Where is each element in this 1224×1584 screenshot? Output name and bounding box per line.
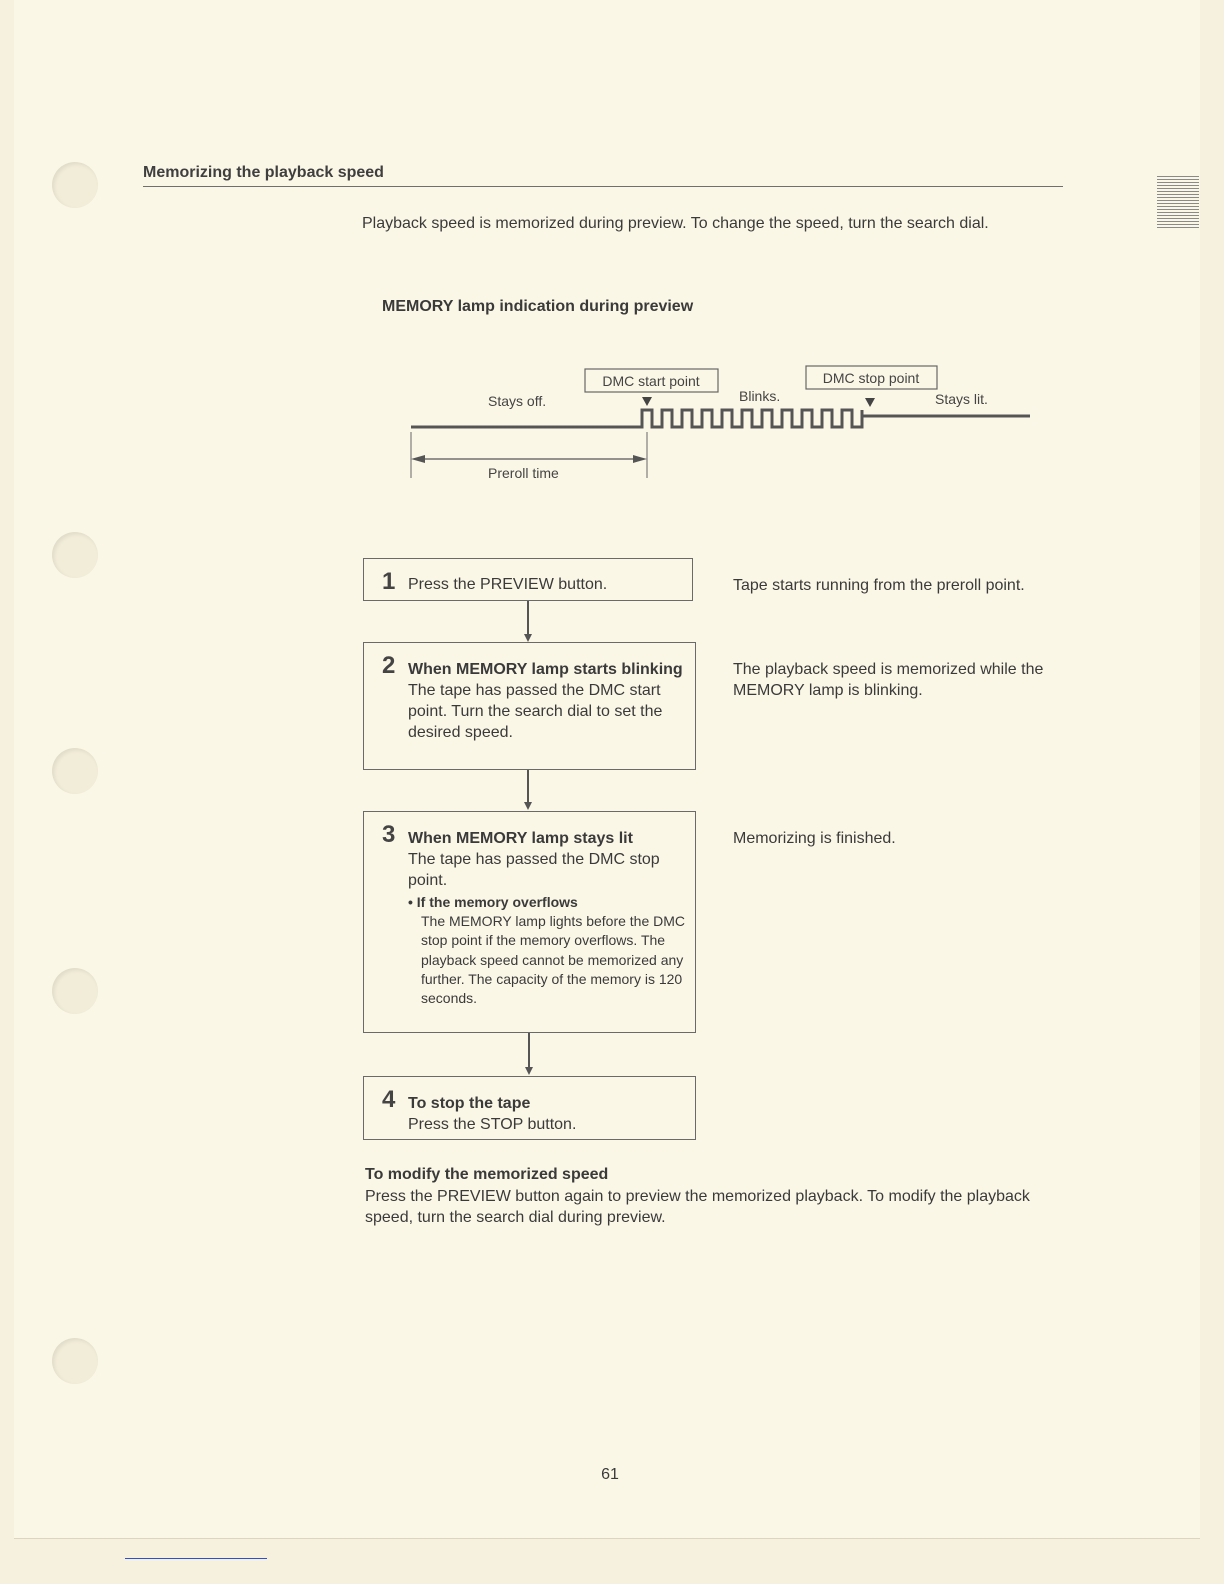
step-4-text: Press the STOP button. [408,1116,577,1133]
step-4-number: 4 [382,1086,396,1113]
step-3-description: Memorizing is finished. [733,830,896,847]
flow-arrow [527,770,529,803]
step-3-heading: When MEMORY lamp stays lit [408,830,633,847]
step-2-body [408,659,683,743]
step-4-body [408,1093,683,1135]
step-1-body [408,574,680,595]
overflow-note-text: The MEMORY lamp lights before the DMC stop point if the memory overflows. The playback speed cannot be memorized any further. The capacity of the memory is 120 seconds. [421,913,686,1007]
dmc-stop-marker [865,398,875,407]
step-3-body [408,828,686,1008]
step-1-number: 1 [382,568,396,595]
overflow-note-heading: • If the memory overflows [408,894,578,910]
intro-text: Playback speed is memorized during preview. To change the speed, turn the search dial. [362,215,989,232]
punch-hole [52,162,98,208]
section-tab-marker [1157,176,1199,230]
step-2-heading: When MEMORY lamp starts blinking [408,661,683,678]
punch-hole [52,748,98,794]
step-1-box [363,558,693,601]
flow-arrowhead [525,1067,533,1075]
dmc-stop-label: DMC stop point [822,370,920,386]
blinks-label: Blinks. [739,388,781,404]
step-4-heading: To stop the tape [408,1095,531,1112]
page-number: 61 [601,1466,619,1483]
dmc-start-marker [642,397,652,406]
memory-lamp-timing-diagram [380,360,1040,490]
stays-off-label: Stays off. [488,393,547,409]
section-title: Memorizing the playback speed [143,164,384,181]
preroll-right-arrow [633,455,647,463]
step-2-text: The tape has passed the DMC start point. Turn the search dial to set the desired speed. [408,682,663,741]
step-3-number: 3 [382,821,396,848]
preroll-label: Preroll time [488,465,559,481]
step-4-box [363,1076,696,1140]
flow-arrow [528,1033,530,1068]
step-3-box [363,811,696,1033]
diagram-title: MEMORY lamp indication during preview [382,298,694,315]
stays-lit-label: Stays lit. [935,391,988,407]
modify-heading: To modify the memorized speed [365,1166,609,1183]
section-divider [143,186,1063,187]
step-3-text: The tape has passed the DMC stop point. [408,851,660,889]
step-1-description: Tape starts running from the preroll point. [733,577,1025,594]
flow-arrowhead [524,802,532,810]
step-2-box [363,642,696,770]
flow-arrowhead [524,634,532,642]
modify-text: Press the PREVIEW button again to preview the memorized playback. To modify the playback speed, turn the search dial during preview. [365,1188,1030,1226]
step-1-heading: Press the PREVIEW button. [408,576,608,593]
lamp-signal-waveform [411,410,1030,427]
punch-hole [52,532,98,578]
flow-arrow [527,601,529,635]
bottom-link-rule [125,1558,267,1559]
step-2-number: 2 [382,652,396,679]
step-2-description: The playback speed is memorized while the MEMORY lamp is blinking. [733,661,1044,699]
punch-hole [52,968,98,1014]
preroll-left-arrow [411,455,425,463]
dmc-start-label: DMC start point [602,373,700,389]
punch-hole [52,1338,98,1384]
